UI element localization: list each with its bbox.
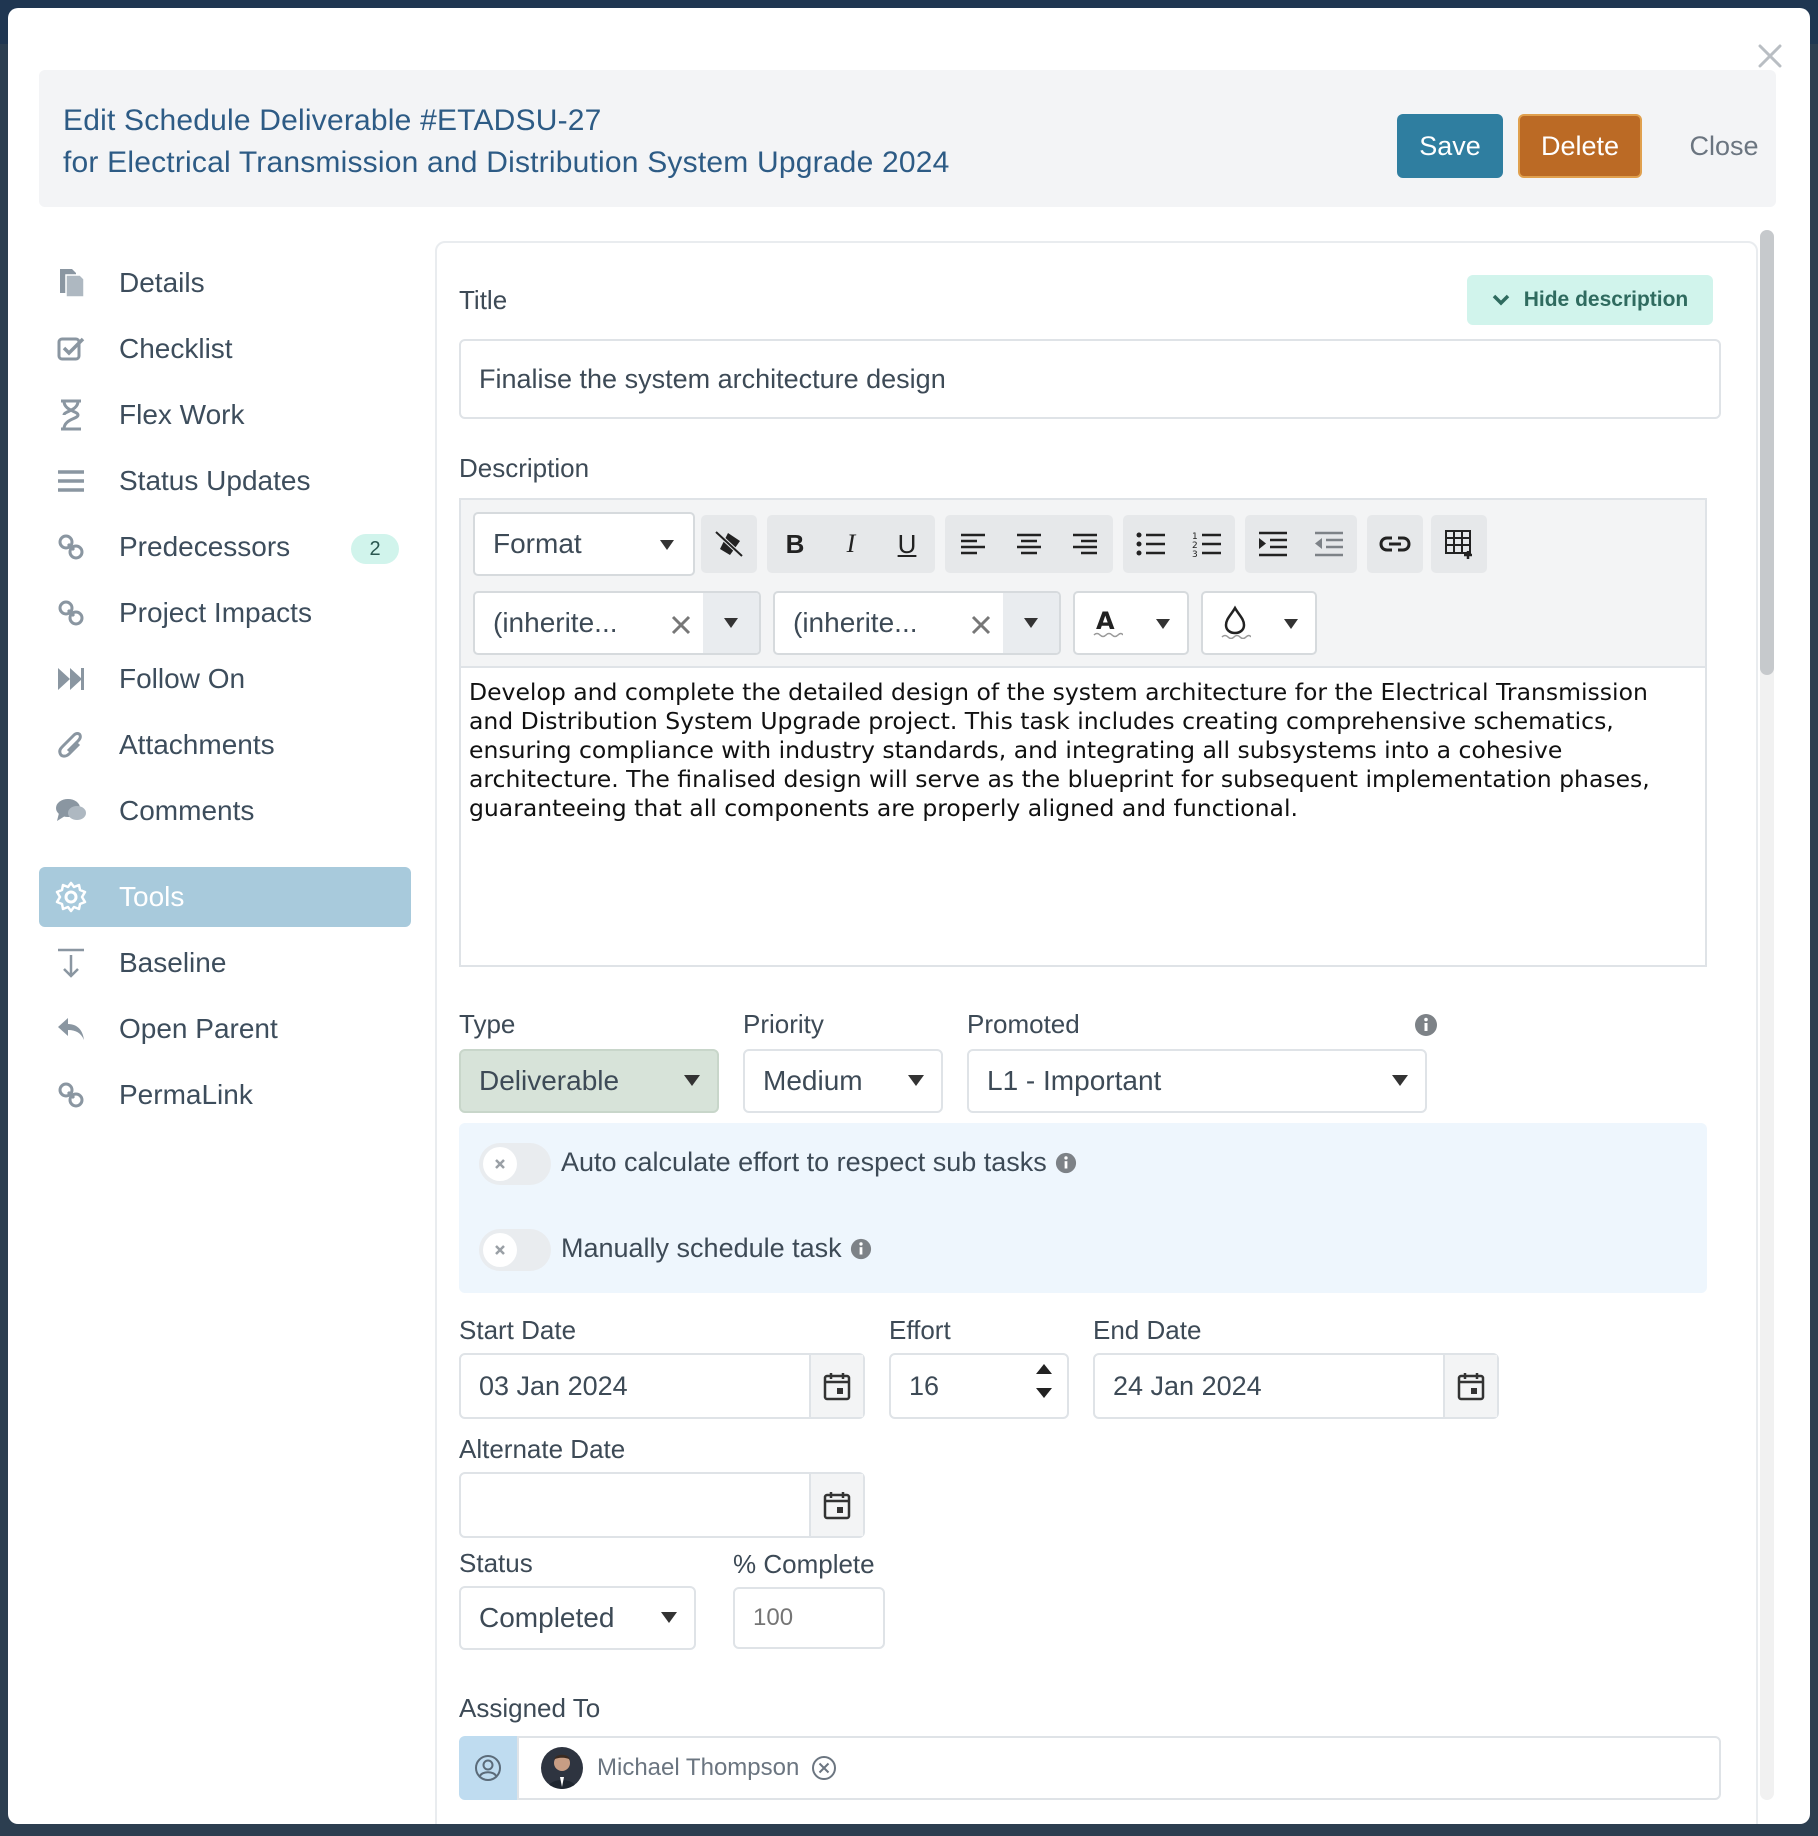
svg-text:3: 3 bbox=[1192, 550, 1198, 558]
sidebar-item-project-impacts[interactable] bbox=[39, 583, 411, 643]
rich-text-editor bbox=[459, 498, 1707, 967]
start-date-value: 03 Jan 2024 bbox=[479, 1370, 628, 1401]
paperclip-icon bbox=[53, 727, 89, 763]
sidebar-item-open-parent[interactable] bbox=[39, 999, 411, 1059]
editor-toolbar bbox=[461, 500, 1705, 668]
end-date-value: 24 Jan 2024 bbox=[1113, 1370, 1262, 1401]
sidebar-item-status-updates[interactable] bbox=[39, 451, 411, 511]
alignment-group bbox=[945, 515, 1113, 573]
assigned-to-field[interactable] bbox=[517, 1736, 1721, 1800]
sidebar-item-label: Follow On bbox=[119, 663, 246, 694]
scrollbar-thumb[interactable] bbox=[1760, 230, 1774, 675]
sidebar-item-predecessors[interactable] bbox=[39, 517, 411, 577]
sidebar-item-label: Checklist bbox=[119, 333, 233, 364]
indent-group bbox=[1245, 515, 1357, 573]
assignee-name: Michael Thompson bbox=[597, 1754, 800, 1781]
manual-schedule-option bbox=[561, 1233, 872, 1264]
reply-icon bbox=[53, 1011, 89, 1047]
sidebar-nav bbox=[39, 253, 411, 1131]
manual-schedule-toggle[interactable] bbox=[479, 1229, 551, 1271]
text-color-icon bbox=[1093, 607, 1123, 639]
status-select[interactable] bbox=[459, 1586, 696, 1650]
alternate-date-input[interactable] bbox=[459, 1472, 865, 1538]
caret-down-icon bbox=[1283, 618, 1299, 630]
caret-down-icon[interactable] bbox=[1003, 593, 1059, 653]
clear-format-group bbox=[701, 515, 757, 573]
start-date-input[interactable] bbox=[459, 1353, 865, 1419]
effort-stepper[interactable] bbox=[1035, 1363, 1053, 1399]
end-date-input[interactable] bbox=[1093, 1353, 1499, 1419]
list-lines-icon bbox=[53, 463, 89, 499]
indent-icon[interactable] bbox=[1245, 515, 1301, 573]
format-select[interactable] bbox=[473, 512, 695, 576]
sidebar-item-baseline[interactable] bbox=[39, 933, 411, 993]
caret-down-icon bbox=[660, 1611, 678, 1624]
chevron-down-icon bbox=[1492, 293, 1510, 307]
auto-calculate-toggle[interactable] bbox=[479, 1143, 551, 1185]
details-icon bbox=[53, 265, 89, 301]
calendar-icon[interactable] bbox=[809, 1355, 863, 1417]
numbered-list-icon[interactable] bbox=[1179, 515, 1235, 573]
sidebar-item-label: Tools bbox=[119, 881, 185, 912]
caret-down-icon bbox=[1391, 1074, 1409, 1087]
priority-select[interactable] bbox=[743, 1049, 943, 1113]
sidebar-item-comments[interactable] bbox=[39, 781, 411, 841]
editor-content[interactable]: Develop and complete the detailed design of the system architecture for the Electrical Transmission and Distribution System Upgrade project. This task includes creating comprehensive schematics, ensuring compliance with industry standards, and integrating all subsystems into a cohesive architecture. The finalised design will serve as the blueprint for subsequent implementation phases, guaranteeing that all components are properly aligned and functional. bbox=[469, 678, 1650, 822]
gear-icon bbox=[53, 879, 89, 915]
outdent-icon[interactable] bbox=[1301, 515, 1357, 573]
toggle-off-icon bbox=[483, 1147, 517, 1181]
sidebar-item-tools[interactable] bbox=[39, 867, 411, 927]
background-color-select[interactable] bbox=[1201, 591, 1317, 655]
format-select-label: Format bbox=[493, 528, 582, 559]
svg-text:A: A bbox=[1096, 607, 1115, 635]
caret-down-icon bbox=[683, 1074, 701, 1087]
type-label: Type bbox=[459, 1009, 516, 1039]
font-size-value: (inherite... bbox=[793, 607, 918, 638]
avatar bbox=[541, 1747, 583, 1789]
effort-label: Effort bbox=[889, 1315, 951, 1345]
modal-title-line1: Edit Schedule Deliverable #ETADSU-27 bbox=[63, 104, 602, 137]
status-value: Completed bbox=[479, 1602, 615, 1633]
promoted-label: Promoted bbox=[967, 1009, 1080, 1039]
start-date-label: Start Date bbox=[459, 1315, 577, 1345]
info-icon[interactable] bbox=[1055, 1152, 1077, 1174]
text-style-group bbox=[767, 515, 935, 573]
sidebar-item-permalink[interactable] bbox=[39, 1065, 411, 1125]
bullet-list-icon[interactable] bbox=[1123, 515, 1179, 573]
fast-forward-icon bbox=[53, 661, 89, 697]
percent-complete-input[interactable] bbox=[733, 1587, 885, 1649]
info-icon[interactable] bbox=[850, 1238, 872, 1260]
baseline-icon bbox=[53, 945, 89, 981]
sidebar-item-label: Baseline bbox=[119, 947, 227, 978]
sidebar-item-label: Project Impacts bbox=[119, 597, 312, 628]
sidebar-item-label: Open Parent bbox=[119, 1013, 278, 1044]
bold-icon[interactable]: B bbox=[785, 528, 805, 559]
close-button[interactable]: Close bbox=[1689, 130, 1759, 161]
sidebar-item-label: Predecessors bbox=[119, 531, 291, 562]
priority-value: Medium bbox=[763, 1065, 863, 1096]
auto-calculate-label: Auto calculate effort to respect sub tasks bbox=[561, 1147, 1047, 1177]
link-icon bbox=[53, 595, 89, 631]
edit-deliverable-modal bbox=[8, 8, 1810, 1824]
priority-label: Priority bbox=[743, 1009, 824, 1039]
modal-title bbox=[63, 100, 950, 184]
sidebar-item-checklist[interactable] bbox=[39, 319, 411, 379]
align-right-icon[interactable] bbox=[1057, 515, 1113, 573]
comments-icon bbox=[53, 793, 89, 829]
list-group bbox=[1123, 515, 1235, 573]
user-circle-icon[interactable] bbox=[459, 1736, 517, 1800]
droplet-icon bbox=[1221, 605, 1251, 639]
modal-title-line2: for Electrical Transmission and Distribution System Upgrade 2024 bbox=[63, 146, 950, 179]
link-icon bbox=[53, 529, 89, 565]
sidebar-item-label: Flex Work bbox=[119, 399, 245, 430]
caret-down-icon bbox=[907, 1074, 925, 1087]
align-center-icon[interactable] bbox=[1001, 515, 1057, 573]
clear-format-icon[interactable] bbox=[701, 515, 757, 573]
svg-text:2: 2 bbox=[1192, 541, 1198, 551]
scrollbar[interactable] bbox=[1760, 230, 1774, 1800]
caret-down-icon bbox=[1155, 618, 1171, 630]
sidebar-item-label: PermaLink bbox=[119, 1079, 253, 1110]
modal-header bbox=[39, 70, 1776, 207]
title-label: Title bbox=[459, 285, 508, 315]
sidebar-item-label: Attachments bbox=[119, 729, 275, 760]
end-date-label: End Date bbox=[1093, 1315, 1202, 1345]
type-select[interactable] bbox=[459, 1049, 719, 1113]
font-size-select[interactable] bbox=[773, 591, 1061, 655]
italic-icon[interactable]: I bbox=[846, 529, 856, 558]
insert-table-icon[interactable] bbox=[1431, 515, 1487, 573]
table-group bbox=[1431, 515, 1487, 573]
promoted-select[interactable] bbox=[967, 1049, 1427, 1113]
clear-icon[interactable] bbox=[671, 615, 691, 635]
link-icon bbox=[53, 1077, 89, 1113]
remove-assignee-icon[interactable] bbox=[811, 1755, 837, 1781]
sidebar-item-follow-on[interactable] bbox=[39, 649, 411, 709]
edit-form-panel bbox=[435, 241, 1758, 1824]
align-left-icon[interactable] bbox=[945, 515, 1001, 573]
calendar-icon[interactable] bbox=[809, 1474, 863, 1536]
description-label: Description bbox=[459, 453, 590, 483]
underline-icon[interactable]: U bbox=[897, 528, 917, 559]
percent-complete-label: % Complete bbox=[733, 1549, 875, 1579]
promoted-value: L1 - Important bbox=[987, 1065, 1162, 1096]
checklist-icon bbox=[53, 331, 89, 367]
caret-down-icon[interactable] bbox=[703, 593, 759, 653]
sidebar-item-label: Comments bbox=[119, 795, 255, 826]
predecessors-count-badge: 2 bbox=[351, 534, 399, 564]
type-value: Deliverable bbox=[479, 1065, 620, 1096]
scheduling-options bbox=[459, 1123, 1707, 1293]
sidebar-item-attachments[interactable] bbox=[39, 715, 411, 775]
hourglass-icon bbox=[53, 397, 89, 433]
title-input[interactable]: Finalise the system architecture design bbox=[459, 339, 1721, 419]
save-button[interactable]: Save bbox=[1397, 114, 1503, 178]
sidebar-item-label: Details bbox=[119, 267, 205, 298]
clear-icon[interactable] bbox=[971, 615, 991, 635]
manual-schedule-label: Manually schedule task bbox=[561, 1233, 842, 1263]
calendar-icon[interactable] bbox=[1443, 1355, 1497, 1417]
hide-description-label: Hide description bbox=[1523, 288, 1689, 311]
caret-down-icon bbox=[659, 539, 675, 551]
svg-text:1: 1 bbox=[1192, 532, 1198, 542]
alternate-date-label: Alternate Date bbox=[459, 1434, 626, 1464]
auto-calculate-option bbox=[561, 1147, 1077, 1178]
insert-link-icon[interactable] bbox=[1367, 515, 1423, 573]
status-label: Status bbox=[459, 1548, 533, 1578]
caret-up-icon[interactable] bbox=[1035, 1363, 1053, 1375]
caret-down-icon[interactable] bbox=[1035, 1387, 1053, 1399]
assigned-to-label: Assigned To bbox=[459, 1693, 601, 1723]
sidebar-item-label: Status Updates bbox=[119, 465, 311, 496]
font-family-value: (inherite... bbox=[493, 607, 618, 638]
info-icon[interactable] bbox=[1414, 1013, 1438, 1037]
delete-button[interactable]: Delete bbox=[1518, 114, 1642, 178]
hide-description-button[interactable] bbox=[1467, 275, 1713, 325]
sidebar-item-flex-work[interactable] bbox=[39, 385, 411, 445]
sidebar-item-details[interactable] bbox=[39, 253, 411, 313]
link-group bbox=[1367, 515, 1423, 573]
text-color-select[interactable] bbox=[1073, 591, 1189, 655]
toggle-off-icon bbox=[483, 1233, 517, 1267]
effort-value: 16 bbox=[909, 1370, 940, 1401]
effort-input[interactable] bbox=[889, 1353, 1069, 1419]
font-family-select[interactable] bbox=[473, 591, 761, 655]
